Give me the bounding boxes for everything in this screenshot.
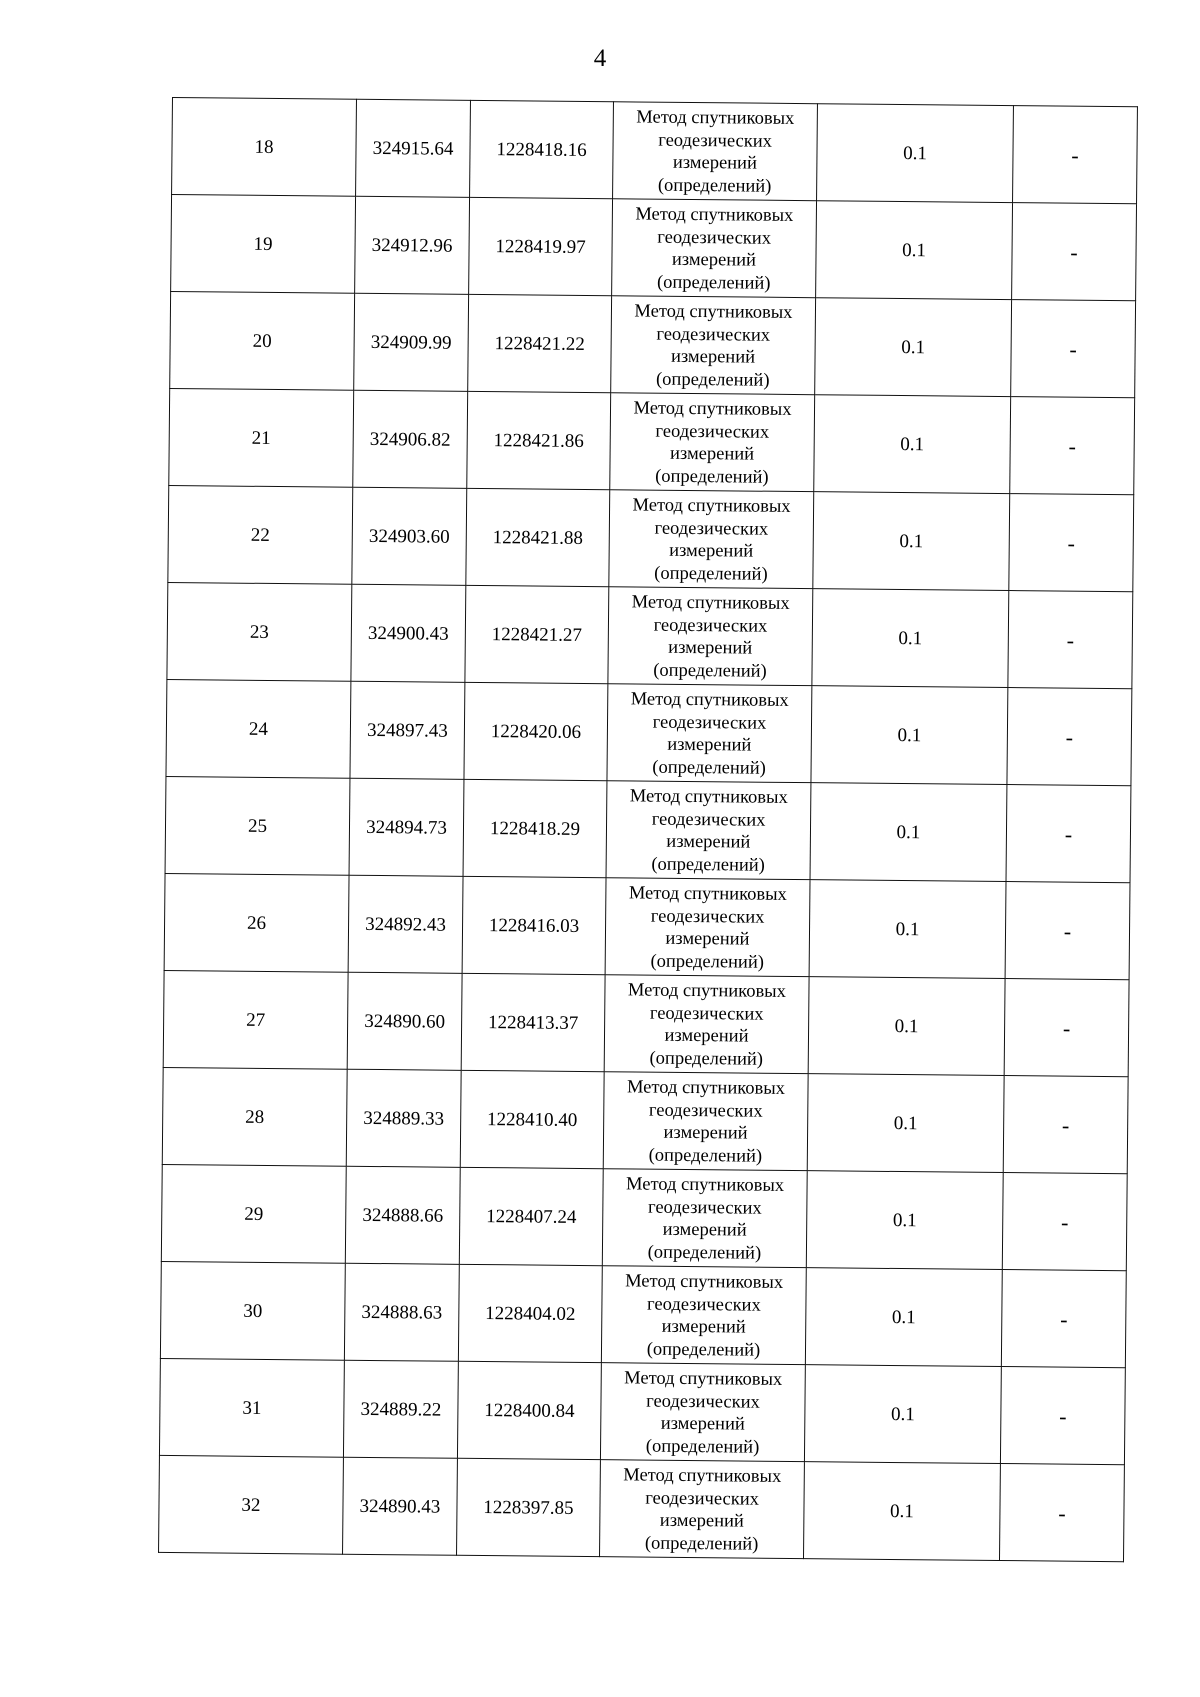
method-cell xyxy=(600,1363,805,1462)
method-line: Метод спутниковых xyxy=(633,398,792,420)
point-number-cell: 30 xyxy=(160,1261,345,1360)
table-row xyxy=(165,776,1131,882)
x-coordinate-cell: 324888.66 xyxy=(345,1166,460,1264)
point-number-cell: 21 xyxy=(169,388,354,487)
point-number-cell: 31 xyxy=(159,1358,344,1457)
method-line: (определений) xyxy=(655,466,769,488)
accuracy-cell: 0.1 xyxy=(810,783,1007,882)
method-line: измерений xyxy=(666,831,751,853)
x-coordinate-cell: 324889.22 xyxy=(343,1360,458,1458)
method-line: геодезических xyxy=(655,421,770,443)
method-line: геодезических xyxy=(654,518,769,540)
note-cell: - xyxy=(1013,106,1138,204)
method-line: (определений) xyxy=(648,1145,763,1167)
y-coordinate-cell: 1228421.27 xyxy=(465,585,609,683)
method-line: (определений) xyxy=(653,660,767,682)
y-coordinate-cell: 1228420.06 xyxy=(464,682,608,780)
method-line: измерений xyxy=(662,1219,747,1241)
x-coordinate-cell: 324890.43 xyxy=(343,1457,458,1555)
method-line: измерений xyxy=(660,1413,745,1435)
accuracy-cell: 0.1 xyxy=(808,977,1005,1076)
accuracy-cell: 0.1 xyxy=(817,104,1014,203)
table-row xyxy=(161,1164,1127,1270)
y-coordinate-cell: 1228397.85 xyxy=(457,1458,601,1556)
y-coordinate-cell: 1228404.02 xyxy=(458,1264,602,1362)
method-line: (определений) xyxy=(651,854,765,876)
table-row xyxy=(160,1261,1126,1367)
point-number-cell: 24 xyxy=(166,679,351,778)
method-line: геодезических xyxy=(649,1003,764,1025)
method-line: геодезических xyxy=(645,1488,759,1510)
y-coordinate-cell: 1228421.86 xyxy=(467,391,611,489)
y-coordinate-cell: 1228400.84 xyxy=(457,1361,601,1459)
table-body xyxy=(159,98,1138,1562)
table-row xyxy=(167,582,1133,688)
method-cell xyxy=(611,296,816,395)
accuracy-cell: 0.1 xyxy=(804,1365,1001,1464)
method-line: Метод спутниковых xyxy=(636,107,795,129)
y-coordinate-cell: 1228421.22 xyxy=(468,294,612,392)
method-cell xyxy=(608,587,813,686)
method-line: измерений xyxy=(665,928,750,950)
note-cell: - xyxy=(1012,203,1137,301)
accuracy-cell: 0.1 xyxy=(813,492,1010,591)
method-line: (определений) xyxy=(645,1436,760,1458)
method-line: Метод спутниковых xyxy=(625,1271,784,1293)
method-line: геодезических xyxy=(646,1391,760,1413)
y-coordinate-cell: 1228407.24 xyxy=(459,1167,603,1265)
x-coordinate-cell: 324900.43 xyxy=(351,584,466,682)
method-line: Метод спутниковых xyxy=(635,204,794,226)
method-line: измерений xyxy=(671,249,757,271)
method-line: геодезических xyxy=(656,324,771,346)
table-row xyxy=(164,873,1130,979)
note-cell: - xyxy=(1000,1367,1125,1465)
method-line: (определений) xyxy=(652,757,766,779)
point-number-cell: 29 xyxy=(161,1164,346,1263)
method-line: (определений) xyxy=(655,369,770,391)
note-cell: - xyxy=(1011,300,1136,398)
note-cell: - xyxy=(1006,785,1131,883)
method-line: (определений) xyxy=(657,175,772,197)
table-row xyxy=(163,970,1129,1076)
method-line: измерений xyxy=(672,152,757,174)
y-coordinate-cell: 1228413.37 xyxy=(461,973,605,1071)
method-line: (определений) xyxy=(646,1339,761,1361)
method-line: (определений) xyxy=(654,563,768,585)
page-number: 4 xyxy=(593,45,607,72)
method-line: измерений xyxy=(667,734,752,756)
x-coordinate-cell: 324889.33 xyxy=(346,1069,461,1167)
method-line: геодезических xyxy=(648,1100,763,1122)
method-cell xyxy=(600,1460,805,1559)
method-line: геодезических xyxy=(657,227,772,249)
x-coordinate-cell: 324894.73 xyxy=(349,778,464,876)
point-number-cell: 27 xyxy=(163,970,348,1069)
method-cell xyxy=(610,393,815,492)
coordinates-table xyxy=(158,97,1138,1562)
method-line: геодезических xyxy=(652,712,767,734)
method-line: Метод спутниковых xyxy=(624,1368,783,1390)
method-line: геодезических xyxy=(647,1197,762,1219)
method-line: геодезических xyxy=(653,615,768,637)
method-line: Метод спутниковых xyxy=(628,883,787,905)
table-row xyxy=(162,1067,1128,1173)
y-coordinate-cell: 1228410.40 xyxy=(460,1070,604,1168)
x-coordinate-cell: 324912.96 xyxy=(355,196,470,294)
point-number-cell: 20 xyxy=(170,291,355,390)
method-line: Метод спутниковых xyxy=(634,301,793,323)
x-coordinate-cell: 324892.43 xyxy=(348,875,463,973)
point-number-cell: 23 xyxy=(167,582,352,681)
y-coordinate-cell: 1228416.03 xyxy=(462,876,606,974)
method-line: измерений xyxy=(661,1316,746,1338)
table-row xyxy=(171,195,1137,301)
method-line: измерений xyxy=(659,1510,744,1532)
y-coordinate-cell: 1228419.97 xyxy=(469,197,613,295)
method-line: измерений xyxy=(670,346,756,368)
accuracy-cell: 0.1 xyxy=(806,1171,1003,1270)
method-line: измерений xyxy=(669,540,754,562)
method-line: измерений xyxy=(664,1025,749,1047)
method-cell xyxy=(607,684,812,783)
point-number-cell: 32 xyxy=(159,1455,344,1554)
method-cell xyxy=(602,1169,807,1268)
x-coordinate-cell: 324903.60 xyxy=(352,487,467,585)
y-coordinate-cell: 1228418.16 xyxy=(470,100,614,198)
method-line: измерений xyxy=(663,1122,748,1144)
method-cell xyxy=(601,1266,806,1365)
method-line: измерений xyxy=(669,443,755,465)
point-number-cell: 19 xyxy=(171,195,356,294)
method-cell xyxy=(605,878,810,977)
accuracy-cell: 0.1 xyxy=(809,880,1006,979)
x-coordinate-cell: 324897.43 xyxy=(350,681,465,779)
method-line: Метод спутниковых xyxy=(629,786,788,808)
note-cell: - xyxy=(1010,397,1135,495)
x-coordinate-cell: 324909.99 xyxy=(354,293,469,391)
method-line: Метод спутниковых xyxy=(626,1077,786,1099)
method-line: геодезических xyxy=(650,906,765,928)
point-number-cell: 26 xyxy=(164,873,349,972)
method-line: Метод спутниковых xyxy=(627,980,787,1002)
method-cell xyxy=(603,1072,808,1171)
note-cell: - xyxy=(1008,591,1133,689)
x-coordinate-cell: 324906.82 xyxy=(353,390,468,488)
coordinates-table-wrapper xyxy=(158,97,1137,1562)
table-row xyxy=(166,679,1132,785)
method-line: Метод спутниковых xyxy=(625,1174,785,1196)
method-line: (определений) xyxy=(650,951,765,973)
accuracy-cell: 0.1 xyxy=(815,298,1012,397)
table-row xyxy=(169,388,1135,494)
method-cell xyxy=(612,199,817,298)
accuracy-cell: 0.1 xyxy=(807,1074,1004,1173)
table-row xyxy=(172,98,1138,204)
accuracy-cell: 0.1 xyxy=(814,395,1011,494)
table-row xyxy=(159,1455,1125,1561)
note-cell: - xyxy=(1009,494,1134,592)
method-line: Метод спутниковых xyxy=(630,689,789,711)
note-cell: - xyxy=(999,1464,1124,1562)
note-cell: - xyxy=(1005,882,1130,980)
method-line: измерений xyxy=(668,637,753,659)
accuracy-cell: 0.1 xyxy=(805,1268,1002,1367)
accuracy-cell: 0.1 xyxy=(811,686,1008,785)
y-coordinate-cell: 1228418.29 xyxy=(463,779,607,877)
x-coordinate-cell: 324915.64 xyxy=(356,99,471,197)
method-line: (определений) xyxy=(656,272,771,294)
point-number-cell: 22 xyxy=(168,485,353,584)
note-cell: - xyxy=(1001,1270,1126,1368)
point-number-cell: 28 xyxy=(162,1067,347,1166)
table-row xyxy=(168,485,1134,591)
x-coordinate-cell: 324888.63 xyxy=(344,1263,459,1361)
note-cell: - xyxy=(1007,688,1132,786)
method-line: (определений) xyxy=(649,1048,764,1070)
accuracy-cell: 0.1 xyxy=(803,1462,1000,1561)
note-cell: - xyxy=(1002,1173,1127,1271)
point-number-cell: 25 xyxy=(165,776,350,875)
method-line: (определений) xyxy=(644,1533,759,1555)
method-cell xyxy=(613,102,818,201)
x-coordinate-cell: 324890.60 xyxy=(347,972,462,1070)
method-line: Метод спутниковых xyxy=(632,495,791,517)
method-line: (определений) xyxy=(647,1242,762,1264)
point-number-cell: 18 xyxy=(172,98,357,197)
method-cell xyxy=(606,781,811,880)
table-row xyxy=(170,291,1136,397)
method-cell xyxy=(604,975,809,1074)
y-coordinate-cell: 1228421.88 xyxy=(466,488,610,586)
note-cell: - xyxy=(1004,979,1129,1077)
method-line: геодезических xyxy=(647,1294,761,1316)
accuracy-cell: 0.1 xyxy=(812,589,1009,688)
method-line: Метод спутниковых xyxy=(623,1465,782,1487)
method-line: Метод спутниковых xyxy=(631,592,790,614)
table-row xyxy=(159,1358,1125,1464)
method-cell xyxy=(609,490,814,589)
accuracy-cell: 0.1 xyxy=(816,201,1013,300)
method-line: геодезических xyxy=(658,130,773,152)
method-line: геодезических xyxy=(651,809,766,831)
note-cell: - xyxy=(1003,1076,1128,1174)
